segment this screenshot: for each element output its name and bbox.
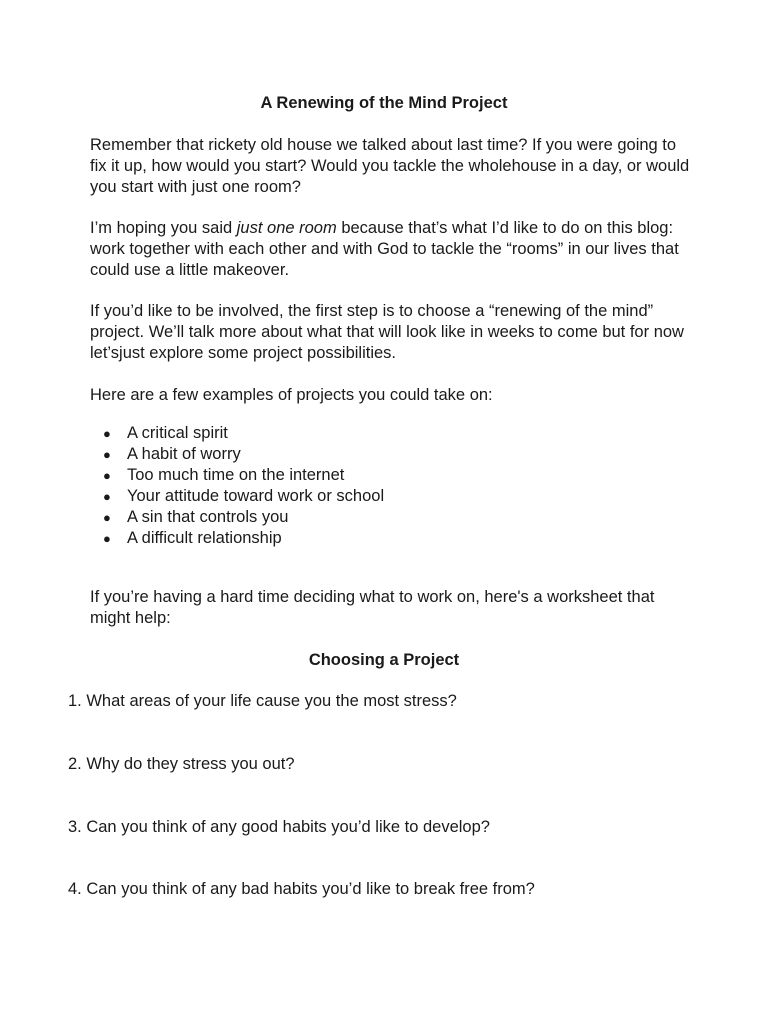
- worksheet-intro-paragraph: If you’re having a hard time deciding what to work on, here's a worksheet that might help:: [90, 588, 655, 627]
- project-examples-list: [90, 423, 384, 549]
- list-item: [90, 486, 384, 507]
- page-title: A Renewing of the Mind Project: [260, 94, 508, 112]
- intro-paragraph: Remember that rickety old house we talked about last time? If you were going to fix it up, how would you start? Would you tackle the wholehouse in a day, or would you start with just one room?: [90, 136, 690, 196]
- examples-intro-paragraph: Here are a few examples of projects you could take on:: [90, 386, 493, 404]
- bullet-icon: ●: [103, 447, 111, 462]
- list-item: [90, 465, 384, 486]
- bullet-icon: ●: [103, 426, 111, 441]
- list-item: [90, 507, 384, 528]
- hope-paragraph-emphasis: just one room: [236, 219, 337, 237]
- list-item-label: Too much time on the internet: [127, 466, 345, 484]
- bullet-icon: ●: [103, 489, 111, 504]
- worksheet-question: 4. Can you think of any bad habits you’d like to break free from?: [68, 880, 535, 898]
- list-item-label: A difficult relationship: [127, 529, 282, 547]
- hope-paragraph-start: I’m hoping you said: [90, 219, 237, 237]
- list-item: [90, 423, 384, 444]
- bullet-icon: ●: [103, 468, 111, 483]
- hope-paragraph-end: because that’s what I’d like to do on this blog: work together with each other and with God to tackle the “rooms” in our lives that could use a little makeover.: [90, 219, 679, 279]
- hope-paragraph: [90, 218, 690, 281]
- worksheet-question: 2. Why do they stress you out?: [68, 755, 295, 773]
- worksheet-title: Choosing a Project: [308, 651, 460, 669]
- list-item-label: A habit of worry: [127, 445, 241, 463]
- list-item-label: A sin that controls you: [127, 508, 289, 526]
- bullet-icon: ●: [103, 510, 111, 525]
- involvement-paragraph: If you’d like to be involved, the first step is to choose a “renewing of the mind” project. We’ll talk more about what that will look like in weeks to come but for now let’sjust explore some project possibilities.: [90, 302, 684, 362]
- list-item-label: A critical spirit: [127, 424, 228, 442]
- list-item: [90, 528, 384, 549]
- bullet-icon: ●: [103, 531, 111, 546]
- worksheet-question: 1. What areas of your life cause you the most stress?: [68, 692, 457, 710]
- worksheet-question: 3. Can you think of any good habits you’d like to develop?: [68, 818, 490, 836]
- list-item-label: Your attitude toward work or school: [127, 487, 385, 505]
- list-item: [90, 444, 384, 465]
